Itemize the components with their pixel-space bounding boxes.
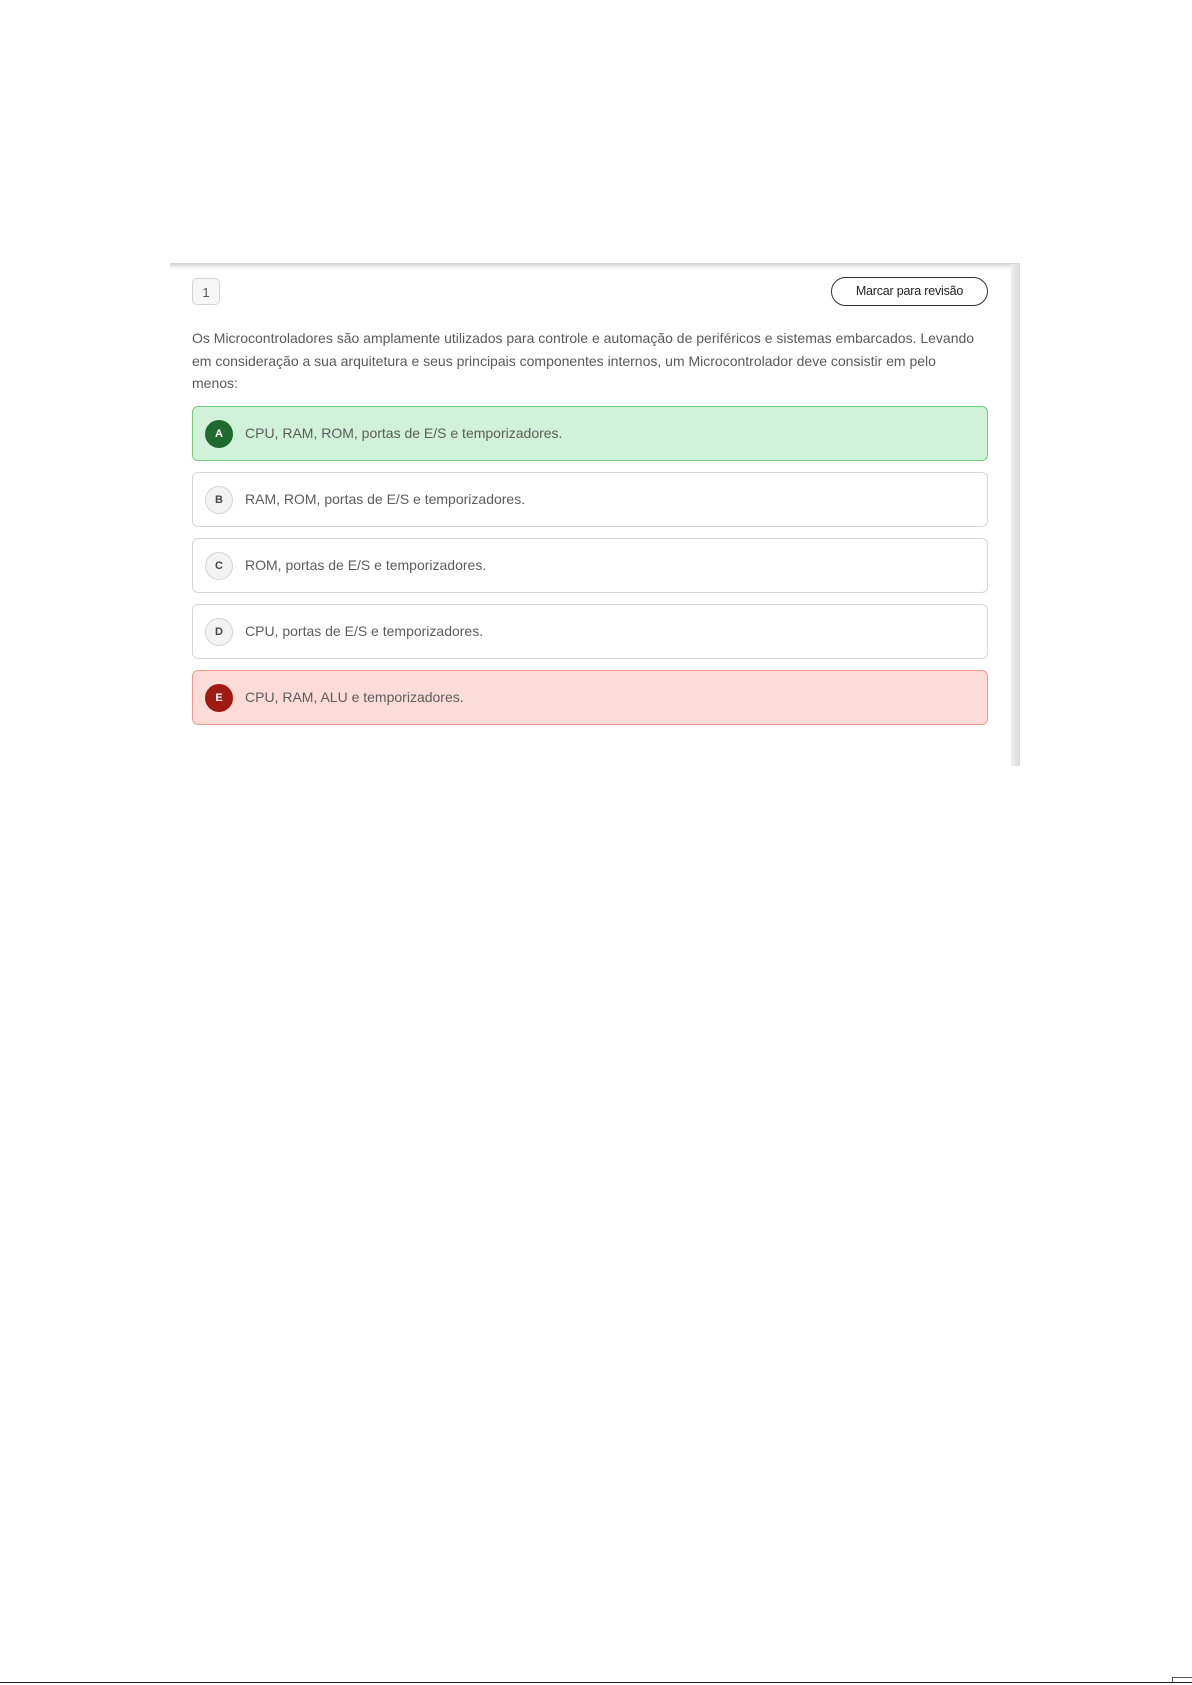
option-letter-badge: C <box>205 552 233 580</box>
question-number-badge: 1 <box>192 278 220 305</box>
question-text: Os Microcontroladores são amplamente utilizados para controle e automação de periféricos e sistemas embarcados. Levando em consideração a sua arquitetura e seus principais componentes internos, um Microcontrolador deve consistir em pelo menos: <box>192 330 975 391</box>
option-d[interactable] <box>192 604 988 659</box>
option-c[interactable] <box>192 538 988 593</box>
option-a[interactable] <box>192 406 988 461</box>
option-letter-badge: E <box>205 684 233 712</box>
option-letter-badge: A <box>205 420 233 448</box>
option-e[interactable] <box>192 670 988 725</box>
question-card <box>170 263 1020 766</box>
option-letter-badge: B <box>205 486 233 514</box>
page-bottom-rule <box>0 1682 1192 1683</box>
mark-for-review-button[interactable]: Marcar para revisão <box>831 277 988 306</box>
option-letter-badge: D <box>205 618 233 646</box>
option-text: ROM, portas de E/S e temporizadores. <box>245 557 487 573</box>
option-b[interactable] <box>192 472 988 527</box>
option-text: CPU, portas de E/S e temporizadores. <box>245 623 484 639</box>
option-text: CPU, RAM, ROM, portas de E/S e temporizadores. <box>245 425 563 441</box>
scrollbar-edge <box>1011 264 1020 766</box>
page-corner-mark <box>1172 1677 1192 1682</box>
option-text: RAM, ROM, portas de E/S e temporizadores. <box>245 491 526 507</box>
option-text: CPU, RAM, ALU e temporizadores. <box>245 689 464 705</box>
